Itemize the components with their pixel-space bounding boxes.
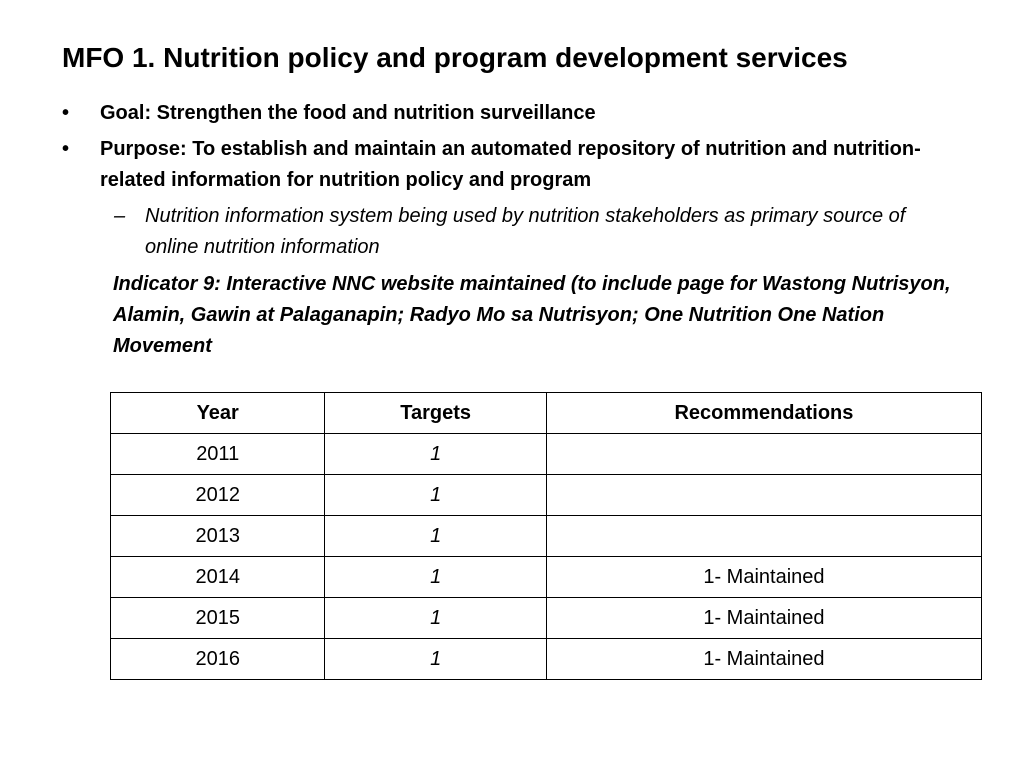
target-cell: 1 xyxy=(325,598,546,639)
sub-bullet-text: Nutrition information system being used by nutrition stakeholders as primary source of online nutrition information xyxy=(145,205,906,258)
year-cell: 2014 xyxy=(111,557,325,598)
table-row xyxy=(111,639,982,680)
table-row xyxy=(111,516,982,557)
sub-bullet-marker: – xyxy=(114,205,126,227)
target-cell: 1 xyxy=(325,475,546,516)
table-row xyxy=(111,475,982,516)
recommendation-cell xyxy=(546,434,981,475)
year-cell: 2013 xyxy=(111,516,325,557)
header-year: Year xyxy=(111,393,325,434)
recommendation-cell: 1- Maintained xyxy=(546,598,981,639)
target-cell: 1 xyxy=(325,557,546,598)
bullet-marker: • xyxy=(62,102,70,124)
bullet-marker: • xyxy=(62,138,70,160)
sub-bullet xyxy=(62,201,962,263)
recommendation-cell: 1- Maintained xyxy=(546,557,981,598)
target-cell: 1 xyxy=(325,639,546,680)
recommendation-cell xyxy=(546,475,981,516)
slide-title: MFO 1. Nutrition policy and program development services xyxy=(62,42,848,73)
table-row xyxy=(111,557,982,598)
table-row xyxy=(111,434,982,475)
table-header-row xyxy=(111,393,982,434)
header-recommendations: Recommendations xyxy=(546,393,981,434)
targets-table xyxy=(110,392,982,680)
year-cell: 2015 xyxy=(111,598,325,639)
target-cell: 1 xyxy=(325,516,546,557)
header-targets: Targets xyxy=(325,393,546,434)
target-cell: 1 xyxy=(325,434,546,475)
year-cell: 2011 xyxy=(111,434,325,475)
table-row xyxy=(111,598,982,639)
year-cell: 2016 xyxy=(111,639,325,680)
bullet-list xyxy=(62,98,962,362)
indicator-text: Indicator 9: Interactive NNC website maintained (to include page for Wastong Nutrisyon, Alamin, Gawin at Palaganapin; Radyo Mo sa Nutrisyon; One Nutrition One Nation Movement xyxy=(113,273,951,357)
year-cell: 2012 xyxy=(111,475,325,516)
bullet-goal-text: Goal: Strengthen the food and nutrition surveillance xyxy=(100,102,596,124)
bullet-purpose xyxy=(62,134,962,196)
bullet-goal xyxy=(62,98,962,129)
recommendation-cell: 1- Maintained xyxy=(546,639,981,680)
recommendation-cell xyxy=(546,516,981,557)
bullet-purpose-text: Purpose: To establish and maintain an automated repository of nutrition and nutrition-related information for nutrition policy and program xyxy=(100,138,921,191)
